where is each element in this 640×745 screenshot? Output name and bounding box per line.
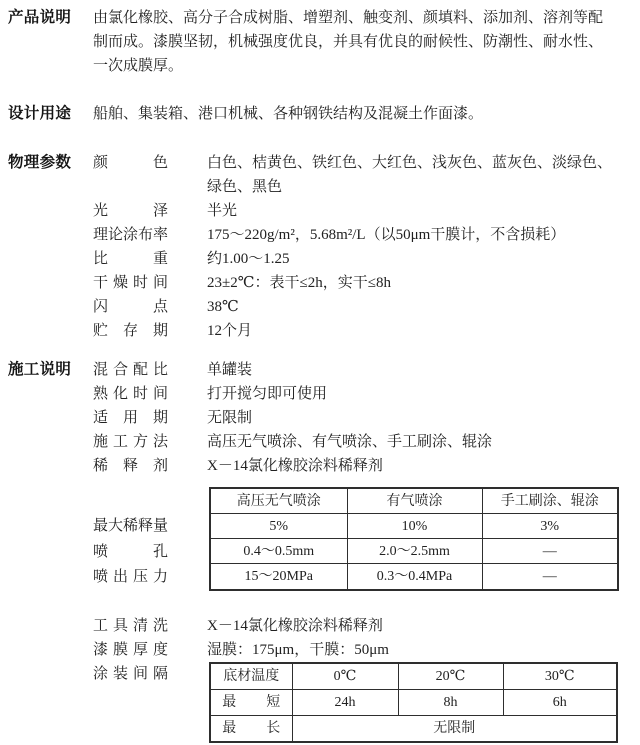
section-design-use (8, 102, 640, 126)
param-row-thinner (93, 454, 640, 478)
param-value: 12个月 (207, 323, 253, 339)
param-row-drying-time (93, 271, 640, 295)
table-row-nozzle (210, 539, 618, 564)
param-label: 理论涂布率 (93, 227, 169, 243)
max-label: 最长 (222, 720, 281, 736)
param-label: 漆膜厚度 (93, 641, 168, 658)
param-row-pot-life (93, 406, 640, 430)
table-cell: 10% (347, 514, 482, 539)
param-label: 工具清洗 (93, 617, 168, 634)
param-label-nozzle: 喷孔 (93, 543, 168, 560)
param-label: 干燥时间 (93, 275, 168, 291)
param-row-tool-cleaning (93, 614, 640, 638)
param-label: 适用期 (93, 410, 168, 426)
param-row-recoat-interval (93, 662, 640, 743)
table-cell: 24h (292, 689, 398, 715)
param-label: 混合配比 (93, 362, 168, 378)
param-row-gloss (93, 199, 640, 223)
section-physical-params (8, 151, 640, 343)
table-cell (210, 715, 292, 742)
param-value: 38℃ (207, 299, 239, 315)
table-cell: 无限制 (292, 715, 617, 742)
table-cell: 3% (482, 514, 618, 539)
table-cell: 5% (210, 514, 347, 539)
param-row-coverage (93, 223, 640, 247)
dilution-side-labels (93, 487, 207, 591)
table-row-substrate-temp (210, 663, 617, 690)
param-value: X－14氯化橡胶涂料稀释剂 (207, 458, 383, 474)
param-value: 无限制 (207, 410, 253, 426)
design-use-text: 船舶、集装箱、港口机械、各种钢铁结构及混凝土作面漆。 (93, 106, 484, 122)
table-header-cell: 底材温度 (210, 663, 292, 690)
table-row-spray-pressure (210, 564, 618, 590)
param-label: 贮存期 (93, 323, 168, 339)
section-title-design-use: 设计用途 (8, 105, 72, 122)
param-value: 23±2℃：表干≤2h，实干≤8h (207, 275, 391, 291)
param-row-flash-point (93, 295, 640, 319)
param-value: 湿膜：175μm，干膜：50μm (207, 641, 389, 658)
param-label-recoat-interval: 涂装间隔 (93, 665, 168, 682)
table-row-maximum (210, 715, 617, 742)
param-value: 高压无气喷涂、有气喷涂、手工刷涂、辊涂 (207, 434, 493, 450)
param-row-film-thickness (93, 638, 640, 662)
table-row-max-dilution (210, 514, 618, 539)
dilution-table (209, 487, 619, 591)
table-header-cell: 30℃ (503, 663, 617, 690)
param-row-shelf-life (93, 319, 640, 343)
param-row-application-method (93, 430, 640, 454)
param-label: 稀释剂 (93, 458, 168, 474)
section-title-physical-params: 物理参数 (8, 154, 72, 171)
table-header-cell: 20℃ (398, 663, 503, 690)
param-value: 半光 (207, 203, 238, 219)
table-cell: — (482, 564, 618, 590)
table-cell: 2.0～2.5mm (347, 539, 482, 564)
table-header-cell: 手工刷涂、辊涂 (482, 488, 618, 514)
param-label-max-dilution: 最大稀释量 (93, 518, 169, 534)
table-header-cell: 有气喷涂 (347, 488, 482, 514)
table-cell: 15～20MPa (210, 564, 347, 590)
dilution-table-block (93, 487, 640, 591)
param-label: 比重 (93, 251, 168, 267)
param-value: 单罐装 (207, 362, 253, 378)
table-cell: 0.4～0.5mm (210, 539, 347, 564)
table-row-header (210, 488, 618, 514)
param-label: 颜色 (93, 155, 168, 171)
param-row-specific-gravity (93, 247, 640, 271)
table-cell: 0.3～0.4MPa (347, 564, 482, 590)
table-cell: 8h (398, 689, 503, 715)
table-header-cell: 0℃ (292, 663, 398, 690)
table-cell (210, 689, 292, 715)
param-label: 施工方法 (93, 434, 168, 450)
param-label-spray-pressure: 喷出压力 (93, 569, 168, 585)
section-title-product: 产品说明 (8, 9, 72, 26)
table-header-cell: 高压无气喷涂 (210, 488, 347, 514)
param-value: 约1.00～1.25 (207, 251, 290, 267)
param-label: 光泽 (93, 203, 168, 219)
param-value: 打开搅匀即可使用 (207, 386, 328, 402)
param-label: 熟化时间 (93, 386, 168, 402)
param-row-induction-time (93, 382, 640, 406)
table-row-minimum (210, 689, 617, 715)
table-cell: — (482, 539, 618, 564)
table-cell: 6h (503, 689, 617, 715)
param-value: 175～220g/m²，5.68m²/L（以50μm干膜计，不含损耗） (207, 227, 566, 243)
section-application (8, 358, 640, 743)
param-row-mix-ratio (93, 358, 640, 382)
recoat-interval-table (209, 662, 618, 743)
section-title-application: 施工说明 (8, 361, 72, 378)
param-row-color (93, 151, 640, 199)
param-value: X－14氯化橡胶涂料稀释剂 (207, 617, 383, 634)
section-product (8, 6, 640, 78)
param-label: 闪点 (93, 299, 168, 315)
min-label: 最短 (222, 694, 281, 710)
product-description-text: 由氯化橡胶、高分子合成树脂、增塑剂、触变剂、颜填料、添加剂、溶剂等配制而成。漆膜坚韧，机械强度优良，并具有优良的耐候性、防潮性、耐水性、一次成膜厚。 (93, 10, 604, 74)
param-value: 白色、桔黄色、铁红色、大红色、浅灰色、蓝灰色、淡绿色、绿色、黑色 (207, 155, 613, 195)
